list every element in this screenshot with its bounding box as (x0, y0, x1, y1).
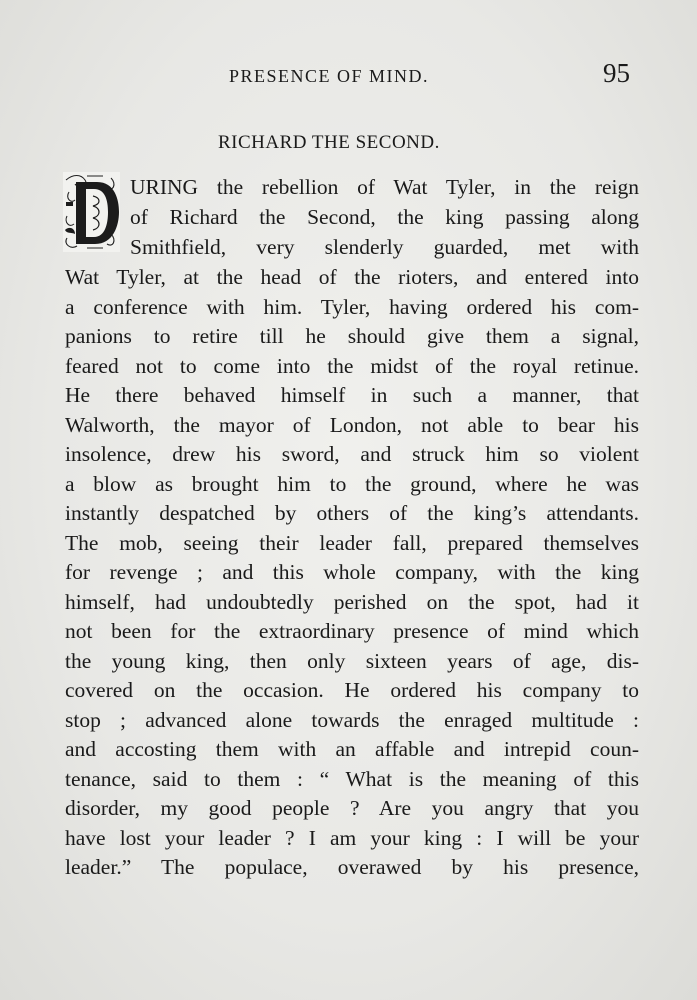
text-line: a blow as brought him to the ground, where he was (65, 471, 639, 496)
text-line: Wat Tyler, at the head of the rioters, and entered into (65, 265, 639, 289)
section-title: RICHARD THE SECOND. (218, 132, 440, 153)
text-line: tenance, said to them : “ What is the meaning of this (65, 766, 639, 791)
text-line: stop ; advanced alone towards the enraged multitude : (65, 707, 639, 732)
text-line: a conference with him. Tyler, having ordered his com- (65, 294, 639, 319)
text-line: himself, had undoubtedly perished on the spot, had it (65, 589, 639, 614)
drop-cap-d-icon (63, 172, 120, 252)
running-head: PRESENCE OF MIND. (229, 66, 430, 86)
text-line: and accosting them with an affable and intrepid coun- (65, 737, 639, 761)
page-number: 95 (603, 58, 630, 88)
text-line: the young king, then only sixteen years of age, dis- (65, 648, 639, 673)
text-line: Smithfield, very slenderly guarded, met with (130, 235, 639, 259)
text-line: not been for the extraordinary presence of mind which (65, 619, 639, 643)
text-line: of Richard the Second, the king passing along (130, 205, 639, 229)
text-line: Walworth, the mayor of London, not able to bear his (65, 412, 639, 437)
text-line: The mob, seeing their leader fall, prepared themselves (65, 530, 639, 555)
text-line: disorder, my good people ? Are you angry that you (65, 796, 639, 820)
text-line: insolence, drew his sword, and struck him so violent (65, 442, 639, 466)
text-line: URING the rebellion of Wat Tyler, in the reign (130, 175, 639, 199)
text-line: He there behaved himself in such a manner, that (65, 383, 639, 407)
text-line: have lost your leader ? I am your king : I will be your (65, 825, 639, 850)
text-line: covered on the occasion. He ordered his company to (65, 678, 639, 702)
text-line: leader.” The populace, overawed by his presence, (65, 855, 639, 879)
text-line: instantly despatched by others of the king’s attendants. (65, 501, 639, 525)
text-line: for revenge ; and this whole company, with the king (65, 560, 639, 584)
text-line: panions to retire till he should give them a signal, (65, 324, 639, 348)
text-line: feared not to come into the midst of the royal retinue. (65, 353, 639, 378)
